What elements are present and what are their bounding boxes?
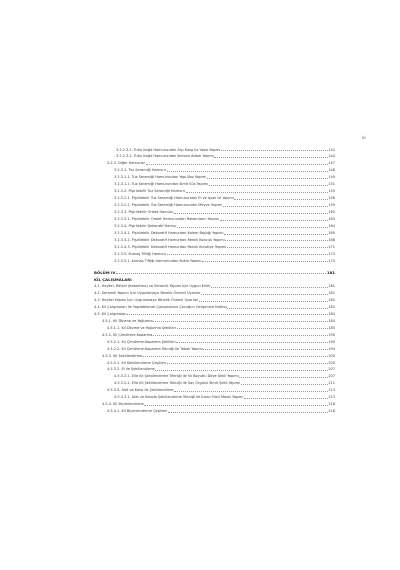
toc-entry-page: 207 [328,374,335,379]
toc-entry [94,290,335,296]
toc-entry-page: 148 [328,168,335,173]
toc-entry [114,209,335,215]
dot-leader [227,308,327,309]
toc-entry-page: 200 [328,360,335,365]
chapter-entry [94,269,335,275]
toc-entry [107,360,335,366]
toc-entry-label: 4.5.3.3. Alet ve Kalıp ile Şekillendirme [107,388,174,393]
dot-leader [223,206,328,207]
toc-entry-page: 155 [328,189,335,194]
toc-entry [94,304,335,310]
toc-entry-page: 159 [328,203,335,208]
toc-entry-label: 3.2.3.4.2. Pişirilebilir Dekoratif Hamurdan Renkli Boncuk Yapımı [114,237,225,242]
toc-entry-label: 4.5.2. Kil Çimdirme-Koparma [102,332,153,337]
toc-entry [107,366,335,372]
toc-entry-page: 181 [328,291,335,295]
dot-leader [239,377,327,378]
dot-leader [214,157,327,158]
dot-leader [177,227,327,228]
toc-entry-label: 4.4. Kil Çalışmaları ile Yapılabilecek Çalışmaların Çocuğun Gelişimine Katkısı [94,304,227,309]
dot-leader [241,384,328,385]
toc-entry-page: 174 [328,258,335,263]
toc-entry-page: 151 [328,182,335,187]
dot-leader [203,349,327,350]
toc-entry-label: 3.2.3. Diğer Hamurlar [107,161,146,166]
toc-entry-label: 4.5.3.2. El ile Şekillendirme [107,367,155,372]
toc-entry-label: 4.5.2.2. Kil Çimdirme-Koparma Tekniği ile Tabak Yapımı [107,346,203,351]
toc-entry-label: 4.5.4. Kil Biçimlendirme [102,402,144,407]
dot-leader [176,342,327,343]
toc-entry-page: 168 [328,237,335,242]
toc-entry-page: 144 [328,154,335,159]
toc-entry-label: 3.2.3.3.1. Pişirilebilir Oralet Hamurundan Rakamların Yapımı [114,217,220,221]
dot-leader [244,398,327,399]
dot-leader [174,213,327,214]
toc-entry-label: 4.5.1.1. Kil Dövme ve Yoğurma Şekilleri [107,325,176,330]
toc-entry [107,160,335,166]
toc-entry-page: 181 [326,270,335,276]
dot-leader [116,273,326,274]
toc-entry-label: 3.2.3.2.1. Pişirilebilir Tuz Seramiği Hamurundan El ve Ayak İzi Yapımı [114,196,234,201]
dot-leader [177,328,328,329]
toc-entry-label: 3.2.3.4.3. Pişirilebilir Dekoratif Hamurdan Renkli Kuratiye Yapımı [114,244,227,249]
dot-leader [221,150,328,151]
toc-entry-label: 4.5.3.2.2. Elle Kil Şekillendirme Tekniği ile Saç Örgüsü Simit Şekli Yapımı [114,381,240,386]
toc-entry-page: 164 [328,223,335,228]
toc-entry-page: 207 [328,367,335,372]
dot-leader [201,294,327,295]
toc-entry-label: 3.2.3.4.1. Pişirilebilir Dekoratif Hamurdan Kalem Başlığı Yapımı [114,230,224,235]
toc-entry-page: 142 [328,147,335,152]
toc-entry-page: 185 [328,325,335,330]
toc-entry-page: 182 [328,304,335,309]
toc-entry-page: 149 [328,175,335,180]
toc-entry-page: 163 [328,217,335,221]
toc-entry-page: 194 [328,346,335,351]
toc-entry [107,339,335,345]
toc-entry [114,188,335,194]
dot-leader [211,287,327,288]
toc-entry [114,373,335,379]
dot-leader [174,391,327,392]
toc-entry-label: 3.2.2.3.1. Tutlu Kağıt Hamurundan Alçı Kalıp ile Vazo Yapımı [116,147,221,152]
toc-entry-label: 4.5.3. Kil Şekillendirme [102,353,143,358]
toc-entry [114,195,335,201]
dot-leader [234,199,327,200]
toc-entry-page: 182 [328,297,335,302]
dot-leader [153,335,328,336]
toc-entry-label: 3.2.3.1.1. Tuz Seramiği Hamurundan Yapı-Boz Yapımı [114,175,207,180]
toc-entry-label: 3.2.3.2. Pişirilebilir Tuz Seramiği Hamuru [114,189,185,194]
toc-entry-page: 200 [328,353,335,358]
toc-entry [102,318,335,324]
toc-entry [107,408,335,414]
dot-leader [227,247,328,248]
dot-leader [168,412,328,413]
toc-entry-label: 3.2.3.1. Tuz Seramiği Hamuru [114,168,166,173]
toc-entry-page: 162 [328,210,335,215]
toc-entry-page: 165 [328,230,335,235]
toc-entry-label: 4.5. Kil Çalışmaları [94,311,127,316]
toc-entry-label: 4.2. Seramik Yapımı İçin Uygulamaya Yönelik Önemli Uyarılar [94,291,201,295]
toc-entry-label: 4.5.3.1. Kil Şekillendirme Çeşitleri [107,360,167,365]
toc-entry [107,346,335,352]
toc-entry [114,174,335,180]
dot-leader [202,261,328,262]
toc-entry [114,230,335,236]
toc-entry [116,147,335,153]
toc-entry [114,202,335,208]
toc-entry-label: 4.1. Heykel, Rölyef (Kabartma) ve Seramik Yapımı İçin Uygun Killer [94,284,211,289]
toc-entry [114,216,335,222]
toc-entry [94,283,335,289]
toc-entry-page: 181 [328,284,335,289]
toc-entry-page: 190 [328,332,335,337]
toc-entry-label: KİL ÇALIŞMALARI [94,277,132,283]
toc-entry [114,258,335,264]
toc-entry [114,167,335,173]
dot-leader [167,171,328,172]
toc-entry-page: 173 [328,251,335,256]
dot-leader [186,192,328,193]
toc-entry-label: 3.2.3.5. Kumaş Tiftiği Hamuru [114,251,167,256]
toc-entry-label: 3.2.3.2.2. Pişirilebilir Tuz Seramiği Hamurundan Meyve Yapımı [114,203,223,208]
toc-entry [114,181,335,187]
dot-leader [199,301,328,302]
toc-entry [102,353,335,359]
chapter-title [94,276,335,282]
toc-entry [107,325,335,331]
toc-entry-page: 184 [328,318,335,323]
toc-entry-page: 184 [328,311,335,316]
dot-leader [167,363,328,364]
dot-leader [146,164,328,165]
dot-leader [207,178,328,179]
toc-entry-page: 156 [328,196,335,201]
toc-entry-label: 3.2.3.3. Pişirilebilir Oralet Hamuru [114,210,174,215]
toc-entry-label: 3.2.3.4. Pişirilebilir Dekoratif Hamur [114,223,177,228]
toc-entry-page: 218 [328,402,335,407]
toc-entry [114,251,335,257]
toc-entry-label: BÖLÜM IV [94,270,116,276]
dot-leader [155,370,327,371]
toc-entry [114,380,335,386]
toc-entry-page: 218 [328,409,335,414]
dot-leader [209,185,328,186]
toc-entry-label: 4.5.3.2.1. Elle Kil Şekillendirme Tekniği ile İki Boyutlu Deve Şekli Yapımı [114,374,239,379]
toc-entry [102,401,335,407]
dot-leader [153,321,327,322]
toc-entry [94,297,335,303]
toc-entry [94,311,335,317]
toc-entry [102,332,335,338]
toc-entry-label: 4.5.1. Kil Dövme ve Yoğurma [102,318,153,323]
dot-leader [144,405,327,406]
toc-entry [114,244,335,250]
toc-entry-label: 3.2.3.1.2. Tuz Seramiği Hamurundan Simit Süs Yapımı [114,182,209,187]
toc-entry-label: 4.5.3.3.1. Alet ve Kalıpla Şekillendirme Tekniği ile İnsan Yüzü Maskı Yapımı [114,395,244,400]
toc-entry [116,153,335,159]
toc-entry-label: 4.3. Heykel Yapımı İçin Uygulamaya Yönelik Önemli Uyarılar [94,297,199,302]
dot-leader [220,220,328,221]
toc-entry [114,394,335,400]
dot-leader [224,234,327,235]
page-number: xi [362,135,366,140]
toc-entry [114,237,335,243]
toc-entry [107,387,335,393]
toc-entry-page: 147 [328,161,335,166]
toc-entry-label: 4.5.2.1. Kil Çimdirme-Koparma Şekilleri [107,339,176,344]
toc-entry-page: 211 [328,381,335,386]
dot-leader [127,314,327,315]
toc-entry-label: 4.5.4.1. Kil Biçimlendirme Çeşitleri [107,409,168,414]
toc-entry-page: 213 [328,388,335,393]
toc-entry-page: 171 [328,244,335,249]
toc-entry [114,223,335,229]
dot-leader [143,356,328,357]
toc-entry-page: 190 [328,339,335,344]
dot-leader [167,254,328,255]
toc-entry-label: 3.2.3.5.1. Kumaş Tiftiği Hamurundan Kukla Yapımı [114,258,202,263]
toc-entry-label: 3.2.2.3.2. Tutlu Kağıt Hamurundan Kenzan Adam Yapımı [116,154,214,159]
dot-leader [225,240,327,241]
toc-entry-page: 213 [328,395,335,400]
